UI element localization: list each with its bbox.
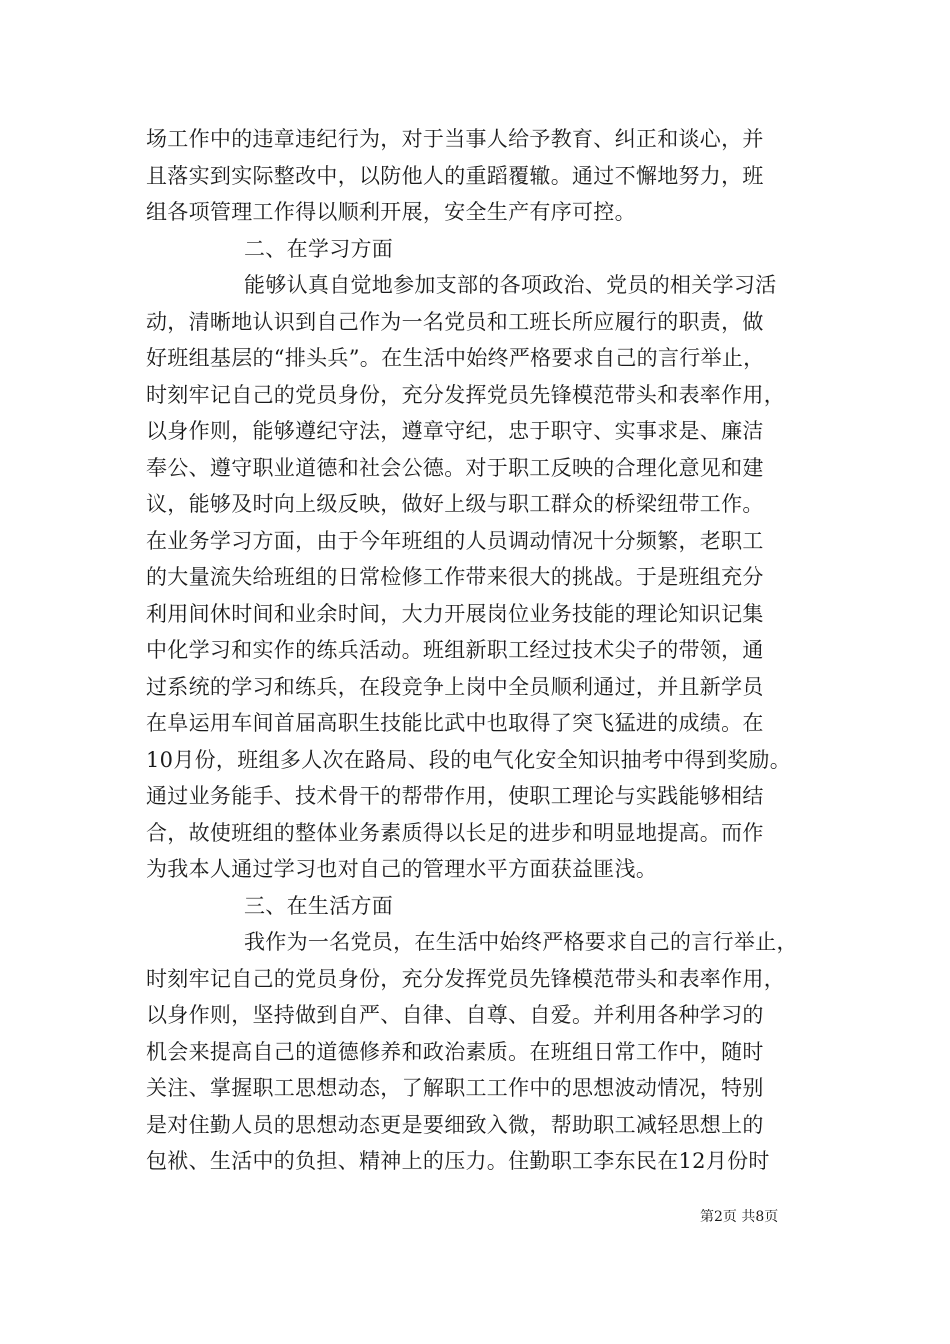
paragraph-line: 奉公、遵守职业道德和社会公德。对于职工反映的合理化意见和建 xyxy=(146,455,764,480)
paragraph-line: 的大量流失给班组的日常检修工作带来很大的挑战。于是班组充分 xyxy=(146,565,764,589)
document-body xyxy=(146,121,826,1180)
paragraph-line: 关注、掌握职工思想动态，了解职工工作中的思想波动情况，特别 xyxy=(146,1076,764,1100)
section-heading: 二、在学习方面 xyxy=(244,236,394,261)
section-heading: 三、在生活方面 xyxy=(244,893,394,918)
paragraph-line: 是对住勤人员的思想动态更是要细致入微，帮助职工减轻思想上的 xyxy=(146,1112,764,1137)
paragraph-line: 通过业务能手、技术骨干的帮带作用，使职工理论与实践能够相结 xyxy=(146,784,764,808)
paragraph-line: 在业务学习方面，由于今年班组的人员调动情况十分频繁，老职工 xyxy=(146,528,764,553)
paragraph-line: 10月份，班组多人次在路局、段的电气化安全知识抽考中得到奖励。 xyxy=(146,747,792,772)
paragraph-line: 机会来提高自己的道德修养和政治素质。在班组日常工作中，随时 xyxy=(146,1039,764,1064)
paragraph-line: 以身作则，坚持做到自严、自律、自尊、自爱。并利用各种学习的 xyxy=(146,1003,764,1027)
paragraph-line: 场工作中的违章违纪行为，对于当事人给予教育、纠正和谈心，并 xyxy=(146,127,764,151)
paragraph-line: 时刻牢记自己的党员身份，充分发挥党员先锋模范带头和表率作用， xyxy=(146,382,785,407)
paragraph-line: 在阜运用车间首届高职生技能比武中也取得了突飞猛进的成绩。在 xyxy=(146,711,764,735)
paragraph-line: 我作为一名党员，在生活中始终严格要求自己的言行举止， xyxy=(244,930,798,954)
paragraph-line: 合，故使班组的整体业务素质得以长足的进步和明显地提高。而作 xyxy=(146,820,764,845)
paragraph-line: 以身作则，能够遵纪守法，遵章守纪，忠于职守、实事求是、廉洁 xyxy=(146,419,764,443)
paragraph-line: 议，能够及时向上级反映，做好上级与职工群众的桥梁纽带工作。 xyxy=(146,492,764,516)
paragraph-line: 能够认真自觉地参加支部的各项政治、党员的相关学习活 xyxy=(244,273,777,297)
paragraph-line: 包袱、生活中的负担、精神上的压力。住勤职工李东民在12月份时 xyxy=(146,1149,770,1173)
paragraph-line: 为我本人通过学习也对自己的管理水平方面获益匪浅。 xyxy=(146,857,658,881)
paragraph-line: 利用间休时间和业余时间，大力开展岗位业务技能的理论知识记集 xyxy=(146,601,764,626)
paragraph-line: 好班组基层的“排头兵”。在生活中始终严格要求自己的言行举止， xyxy=(146,346,765,370)
paragraph-line: 中化学习和实作的练兵活动。班组新职工经过技术尖子的带领，通 xyxy=(146,638,764,662)
paragraph-line: 且落实到实际整改中，以防他人的重蹈覆辙。通过不懈地努力，班 xyxy=(146,163,764,188)
paragraph-line: 动，清晰地认识到自己作为一名党员和工班长所应履行的职责，做 xyxy=(146,309,764,334)
paragraph-line: 时刻牢记自己的党员身份，充分发挥党员先锋模范带头和表率作用， xyxy=(146,966,785,991)
page-number-footer: 第2页 共8页 xyxy=(700,1209,779,1225)
paragraph-line: 组各项管理工作得以顺利开展，安全生产有序可控。 xyxy=(146,200,636,224)
paragraph-line: 过系统的学习和练兵，在段竞争上岗中全员顺利通过，并且新学员 xyxy=(146,674,764,699)
